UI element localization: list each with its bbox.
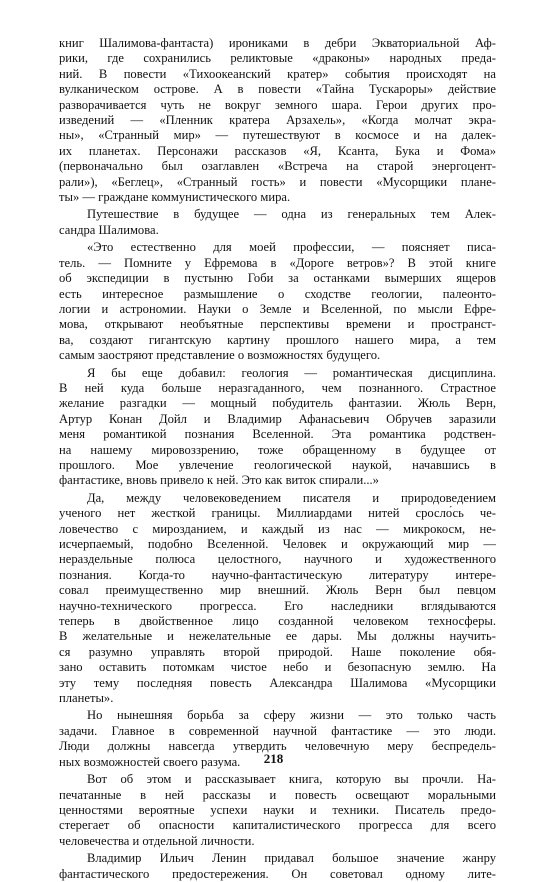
text-line: тель. — Помните у Ефремова в «Дороге ветров»? В этой книге (59, 255, 496, 270)
text-line: ловечество с мирозданием, и каждый из нас — микрокосм, не- (59, 521, 496, 536)
paragraph (59, 851, 496, 882)
text-line: стерегает об опасности капиталистического прогресса для всего (59, 818, 496, 833)
text-line: «Это естественно для моей профессии, — поясняет писа- (87, 240, 496, 255)
text-line: прошлого. Мое увлечение геологической наукой, начавшись в (59, 457, 496, 472)
text-line: планеты». (59, 691, 114, 706)
text-line: ва, создают гигантскую картину прошлого нашего мира, а тем (59, 332, 496, 347)
text-line: рали»), «Беглец», «Странный гость» и повести «Мусорщики плане- (59, 174, 496, 189)
text-line: книг Шалимова-фантаста) ирониками в дебри Экваториальной Аф- (59, 36, 496, 50)
text-line: фантастического предостережения. Он советовал одному лите- (59, 866, 496, 881)
paragraph (59, 207, 496, 238)
text-line: ты» — граждане коммунистического мира. (59, 190, 291, 205)
text-line: логии и астрономии. Науки о Земле и Вселенной, по мысли Ефре- (59, 301, 496, 316)
text-line: вулканическом острове. А в повести «Тайна Тускароры» действие (59, 82, 496, 97)
text-line: эту тему последняя повесть Александра Шалимова «Мусорщики (59, 675, 496, 690)
text-line: Я бы еще добавил: геология — романтическая дисциплина. (87, 365, 496, 380)
text-line: ся разумно управлять второй природой. Наше поколение обя- (59, 644, 496, 659)
text-line: рики, где сохранились реликтовые «драконы» народных преда- (59, 51, 496, 66)
paragraph (59, 240, 496, 363)
text-line: В ней куда больше неразгаданного, чем познанного. Страстное (59, 380, 496, 395)
text-line: печатанные в ней рассказы и повесть освещают моральными (59, 787, 496, 802)
text-line: меня романтикой познания Вселенной. Эта романтика родствен- (59, 427, 496, 442)
text-line: самым заостряют представление о возможностях будущего. (59, 348, 381, 363)
text-line: изведений — «Пленник кратера Арзахель», «Когда молчат экра- (59, 113, 496, 128)
text-line: на нашему мировоззрению, тоже обращенному в будущее от (59, 442, 496, 457)
text-line: Путешествие в будущее — одна из генеральных тем Алек- (87, 207, 496, 222)
text-line: задачи. Главное в современной научной фантастике — это люди. (59, 723, 496, 738)
text-line: Но нынешняя борьба за сферу жизни — это только часть (87, 708, 496, 723)
paragraph (59, 36, 496, 205)
paragraph (59, 491, 496, 707)
text-line: фантастике, вновь привело к ней. Это как виток спирали...» (59, 473, 379, 488)
text-line: ценностями вероятные успехи науки и техники. Писатель предо- (59, 802, 496, 817)
text-line: ных возможностей своего разума. (59, 754, 241, 769)
text-line: об экспедиции в пустыню Гоби за останками вымерших ящеров (59, 271, 496, 286)
text-line: Вот об этом и рассказывает книга, которую вы прочли. На- (87, 772, 496, 787)
text-line: Люди должны навсегда утвердить человечную меру беспредель- (59, 739, 496, 754)
paragraph (59, 366, 496, 489)
text-line: нераздельные полюса целостного, научного и художественного (59, 552, 496, 567)
text-line: разворачивается чуть не вокруг земного шара. Герои других про- (59, 97, 496, 112)
text-line: В желательные и нежелательные ее дары. Мы должны научить- (59, 629, 496, 644)
text-line: совал преимущественно мир внешний. Жюль Верн был певцом (59, 583, 496, 598)
text-line: (первоначально был озаглавлен «Встреча на старой энергоцент- (59, 159, 496, 174)
text-line: Владимир Ильич Ленин придавал большое значение жанру (87, 851, 496, 866)
text-line: сандра Шалимова. (59, 222, 159, 237)
text-line: исчерпаемый, подобно Вселенной. Человек и окружающий мир — (59, 537, 496, 551)
text-line: желание разгадки — мощный побудитель фантазии. Жюль Верн, (59, 396, 496, 411)
text-line: ученого нет жесткой границы. Миллиардами нитей сросло́сь че- (59, 506, 496, 521)
paragraph (59, 772, 496, 849)
text-line: ний. В повести «Тихоокеанский кратер» события происходят на (59, 66, 496, 81)
text-line: Артур Конан Дойл и Владимир Афанасьевич Обручев заразили (59, 411, 496, 426)
text-line: есть интересное размышление о сходстве геологии, палеонто- (59, 286, 496, 301)
text-line: ны», «Странный мир» — путешествуют в космосе и на далек- (59, 128, 496, 143)
page-number: 218 (263, 751, 284, 766)
text-line: их планетах. Персонажи рассказов «Я, Ксанта, Бука и Фома» (59, 143, 496, 158)
text-line: познания. Когда-то научно-фантастическую литературу интере- (59, 567, 496, 582)
text-line: Да, между человековедением писателя и природоведением (87, 490, 496, 505)
text-line: научно-технического прогресса. Его наследники вглядываются (59, 598, 496, 613)
text-line: теперь в двойственное лицо созданной человеком техносферы. (59, 614, 496, 629)
text-line: мова, открывают необъятные перспективы времени и пространст- (59, 317, 496, 332)
text-line: человечества и отдельной личности. (59, 833, 255, 848)
text-line: зано оставить потомкам чистое небо и безопасную землю. На (59, 660, 496, 675)
